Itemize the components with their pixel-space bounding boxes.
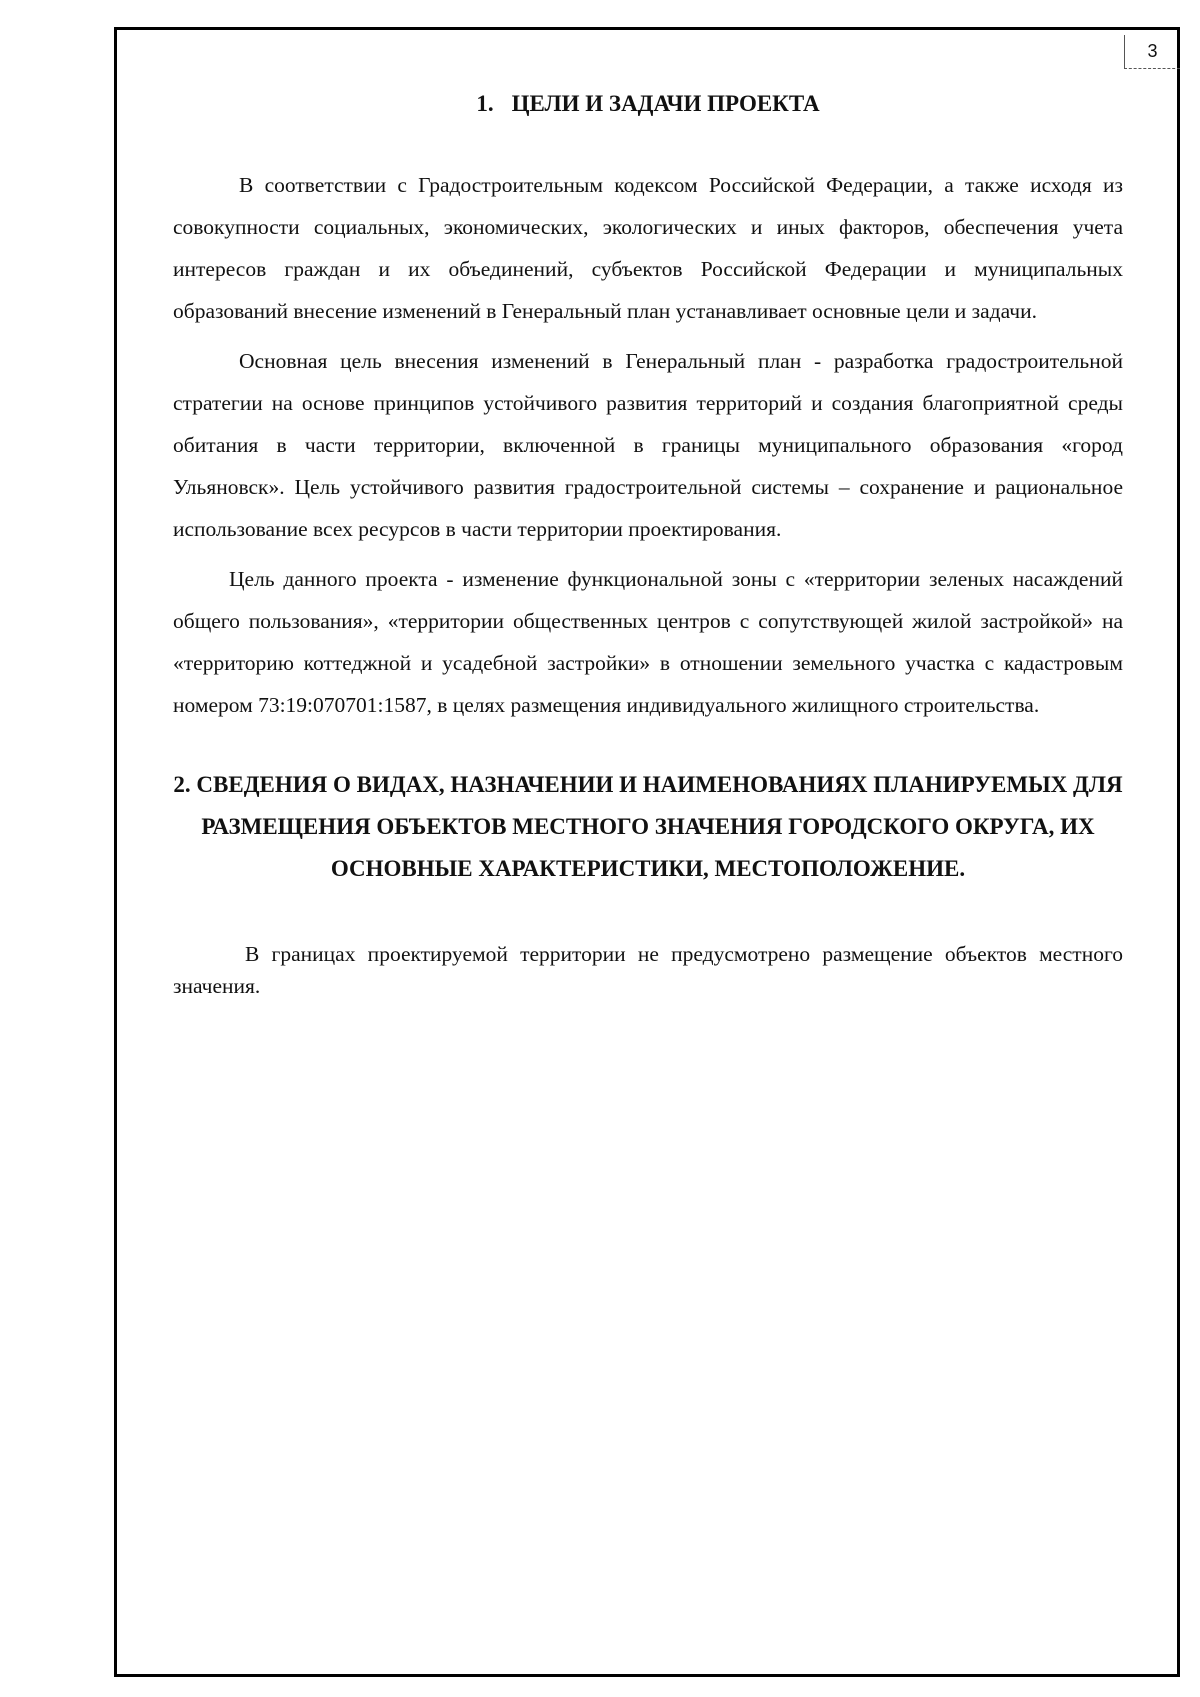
section-1-number: 1. (476, 91, 494, 116)
section-1-paragraph-1: В соответствии с Градостроительным кодексом Российской Федерации, а также исходя из совокупности социальных, экономических, экологических и иных факторов, обеспечения учета интересов граждан и их объединений, субъектов Российской Федерации и муниципальных образований внесение изменений в Генеральный план устанавливает основные цели и задачи. (173, 173, 1123, 323)
section-1-paragraph-2: Основная цель внесения изменений в Генеральный план - разработка градостроительной стратегии на основе принципов устойчивого развития территорий и создания благоприятной среды обитания в части территории, включенной в границы муниципального образования «город Ульяновск». Цель устойчивого развития градостроительной системы – сохранение и рациональное использование всех ресурсов в части территории проектирования. (173, 349, 1123, 541)
section-1-paragraph-3: Цель данного проекта - изменение функциональной зоны с «территории зеленых насаждений общего пользования», «территории общественных центров с сопутствующей жилой застройкой» на «территорию коттеджной и усадебной застройки» в отношении земельного участка с кадастровым номером 73:19:070701:1587, в целях размещения индивидуального жилищного строительства. (173, 567, 1123, 717)
section-1-heading (173, 84, 1123, 124)
section-1-title: ЦЕЛИ И ЗАДАЧИ ПРОЕКТА (511, 91, 820, 116)
section-2-heading: 2. СВЕДЕНИЯ О ВИДАХ, НАЗНАЧЕНИИ И НАИМЕНОВАНИЯХ ПЛАНИРУЕМЫХ ДЛЯ РАЗМЕЩЕНИЯ ОБЪЕКТОВ МЕСТНОГО ЗНАЧЕНИЯ ГОРОДСКОГО ОКРУГА, ИХ ОСНОВНЫЕ ХАРАКТЕРИСТИКИ, МЕСТОПОЛОЖЕНИЕ. (173, 772, 1123, 881)
page-number: 3 (1124, 35, 1180, 69)
document-body (173, 80, 1123, 1002)
section-2-paragraph-1: В границах проектируемой территории не предусмотрено размещение объектов местного значения. (173, 942, 1123, 998)
